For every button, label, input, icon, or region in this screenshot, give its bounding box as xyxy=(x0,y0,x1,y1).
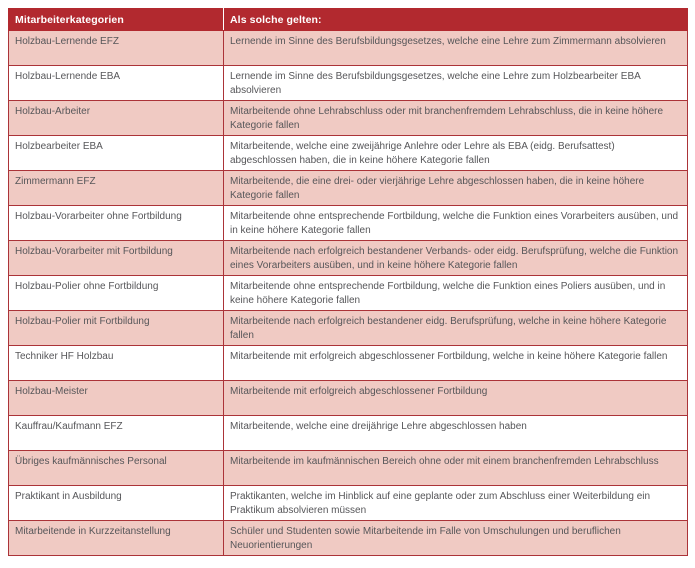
table-body xyxy=(9,31,688,556)
category-cell: Praktikant in Ausbildung xyxy=(9,486,224,521)
employee-categories-table xyxy=(8,8,688,556)
table-row xyxy=(9,381,688,416)
category-cell: Holzbau-Vorarbeiter mit Fortbildung xyxy=(9,241,224,276)
category-cell: Übriges kaufmännisches Personal xyxy=(9,451,224,486)
table-row xyxy=(9,521,688,556)
description-cell: Mitarbeitende, welche eine zweijährige Anlehre oder Lehre als EBA (eidg. Berufsattest) abgeschlossen haben, die in keine höhere Kategorie fallen xyxy=(224,136,688,171)
category-cell: Holzbau-Lernende EFZ xyxy=(9,31,224,66)
table-row xyxy=(9,66,688,101)
table-row xyxy=(9,206,688,241)
table-row xyxy=(9,171,688,206)
description-cell: Mitarbeitende, welche eine dreijährige Lehre abgeschlossen haben xyxy=(224,416,688,451)
table-row xyxy=(9,346,688,381)
description-cell: Mitarbeitende mit erfolgreich abgeschlossener Fortbildung xyxy=(224,381,688,416)
table-row xyxy=(9,241,688,276)
table-row xyxy=(9,486,688,521)
header-row xyxy=(9,9,688,31)
category-cell: Holzbau-Polier mit Fortbildung xyxy=(9,311,224,346)
description-cell: Mitarbeitende im kaufmännischen Bereich ohne oder mit einem branchenfremden Lehrabschluss xyxy=(224,451,688,486)
table-row xyxy=(9,416,688,451)
category-cell: Kauffrau/Kaufmann EFZ xyxy=(9,416,224,451)
description-cell: Mitarbeitende nach erfolgreich bestandener eidg. Berufsprüfung, welche in keine höhere Kategorie fallen xyxy=(224,311,688,346)
description-cell: Mitarbeitende, die eine drei- oder vierjährige Lehre abgeschlossen haben, die in keine höhere Kategorie fallen xyxy=(224,171,688,206)
table-header xyxy=(9,9,688,31)
category-cell: Zimmermann EFZ xyxy=(9,171,224,206)
category-cell: Holzbau-Vorarbeiter ohne Fortbildung xyxy=(9,206,224,241)
description-cell: Mitarbeitende ohne entsprechende Fortbildung, welche die Funktion eines Poliers ausüben, und in keine höhere Kategorie fallen xyxy=(224,276,688,311)
category-cell: Holzbearbeiter EBA xyxy=(9,136,224,171)
category-cell: Holzbau-Polier ohne Fortbildung xyxy=(9,276,224,311)
table-row xyxy=(9,276,688,311)
description-cell: Mitarbeitende ohne entsprechende Fortbildung, welche die Funktion eines Vorarbeiters ausüben, und in keine höhere Kategorie fallen xyxy=(224,206,688,241)
description-cell: Mitarbeitende nach erfolgreich bestandener Verbands- oder eidg. Berufsprüfung, welche die Funktion eines Vorarbeiters ausüben, und in keine höhere Kategorie fallen xyxy=(224,241,688,276)
description-cell: Praktikanten, welche im Hinblick auf eine geplante oder zum Abschluss einer Weiterbildung ein Praktikum absolvieren müssen xyxy=(224,486,688,521)
description-cell: Lernende im Sinne des Berufsbildungsgesetzes, welche eine Lehre zum Holzbearbeiter EBA absolvieren xyxy=(224,66,688,101)
column-header-als-solche-gelten: Als solche gelten: xyxy=(224,9,688,31)
table-row xyxy=(9,311,688,346)
description-cell: Schüler und Studenten sowie Mitarbeitende im Falle von Umschulungen und beruflichen Neuorientierungen xyxy=(224,521,688,556)
category-cell: Mitarbeitende in Kurzzeitanstellung xyxy=(9,521,224,556)
category-cell: Holzbau-Arbeiter xyxy=(9,101,224,136)
description-cell: Mitarbeitende ohne Lehrabschluss oder mit branchenfremdem Lehrabschluss, die in keine höhere Kategorie fallen xyxy=(224,101,688,136)
description-cell: Lernende im Sinne des Berufsbildungsgesetzes, welche eine Lehre zum Zimmermann absolvieren xyxy=(224,31,688,66)
category-cell: Techniker HF Holzbau xyxy=(9,346,224,381)
table-row xyxy=(9,136,688,171)
table-row xyxy=(9,31,688,66)
category-cell: Holzbau-Meister xyxy=(9,381,224,416)
description-cell: Mitarbeitende mit erfolgreich abgeschlossener Fortbildung, welche in keine höhere Kategorie fallen xyxy=(224,346,688,381)
category-cell: Holzbau-Lernende EBA xyxy=(9,66,224,101)
table-row xyxy=(9,451,688,486)
table-row xyxy=(9,101,688,136)
column-header-mitarbeiterkategorien: Mitarbeiterkategorien xyxy=(9,9,224,31)
